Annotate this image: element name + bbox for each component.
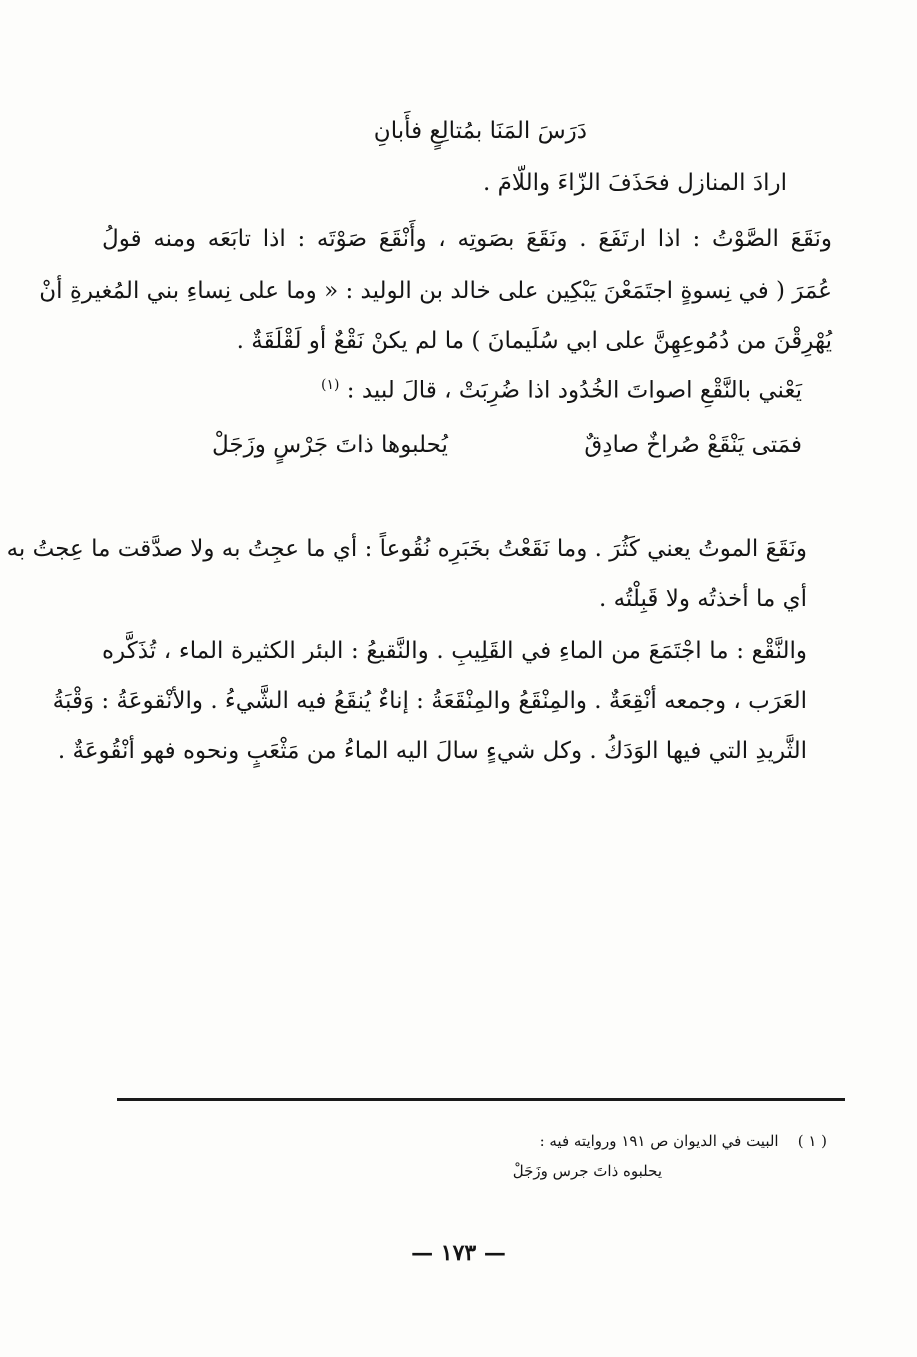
footnote-marker: ( ١ ) — [797, 1132, 827, 1150]
text-line-3: عُمَرَ ( في نِسوةٍ اجتَمَعْنَ يَبْكِين على خالد بن الوليد : « وما على نِساءِ بني المُغيرةِ أنْ — [39, 278, 832, 304]
para3-line-1: والنَّقْع : ما اجْتَمَعَ من الماءِ في القَلِيبِ . والنَّقيعُ : البئر الكثيرة الماء ، تُذَكَّره — [102, 638, 807, 664]
page-number: — ١٧٣ — — [411, 1240, 506, 1266]
text-line-5-body: يَعْني بالنَّقْعِ اصواتَ الخُدُود اذا ضُرِبَتْ ، قالَ لبيد : — [346, 377, 802, 404]
para2-line-1: ونَقَعَ الموتُ يعني كَثُرَ . وما نَقَعْتُ بخَبَرِه نُقُوعاً : أي ما عجِتُ به ولا صدَّقت ما عِجتُ به — [6, 536, 807, 562]
verse-second-hemistich: يُحلبوها ذاتَ جَرْسٍ وزَجَلْ — [212, 432, 448, 458]
text-line-4: يُهْرِقْنَ من دُمُوعِهِنَّ على ابي سُلَيمانَ ) ما لم يكنْ نَقْعٌ أو لَقْلَقَةٌ . — [236, 328, 832, 354]
para3-line-3: الثَّريدِ التي فيها الوَدَكُ . وكل شيءٍ سالَ اليه الماءُ من مَثْعَبٍ ونحوه فهو أنْقُوعَةٌ . — [57, 738, 807, 764]
text-line-1: ارادَ المنازل فحَذَفَ الزّاءَ واللّامَ . — [483, 170, 787, 196]
footnote-verse: يحلبوه ذاتَ جرس وزَجَلْ — [512, 1162, 662, 1180]
footnote-ref: (١) — [320, 377, 340, 393]
verse-first-hemistich: فمَتى يَنْقَعْ صُراخٌ صادِقٌ — [584, 432, 802, 458]
footnote-line — [540, 1132, 827, 1150]
text-line-5 — [321, 378, 802, 403]
para2-line-2: أي ما أخذتُه ولا قَبِلْتُه . — [598, 586, 807, 612]
footnote-separator — [117, 1098, 845, 1101]
footnote-text: البيت في الديوان ص ١٩١ وروايته فيه : — [539, 1132, 779, 1150]
text-line-2: ونَقَعَ الصَّوْتُ : اذا ارتَفَعَ . ونَقَعَ بصَوتِه ، وأَنْقَعَ صَوْتَه : اذا تابَعَه ومنه قولُ — [102, 226, 832, 252]
para3-line-2: العَرَب ، وجمعه أنْقِعَةٌ . والمِنْقَعُ والمِنْقَعَةُ : إناءٌ يُنقَعُ فيه الشَّيءُ . والأنْقوعَةُ : وَقْبَةُ — [52, 688, 807, 714]
verse-heading: دَرَسَ المَنَا بمُتالِعٍ فأَبانِ — [373, 118, 587, 144]
